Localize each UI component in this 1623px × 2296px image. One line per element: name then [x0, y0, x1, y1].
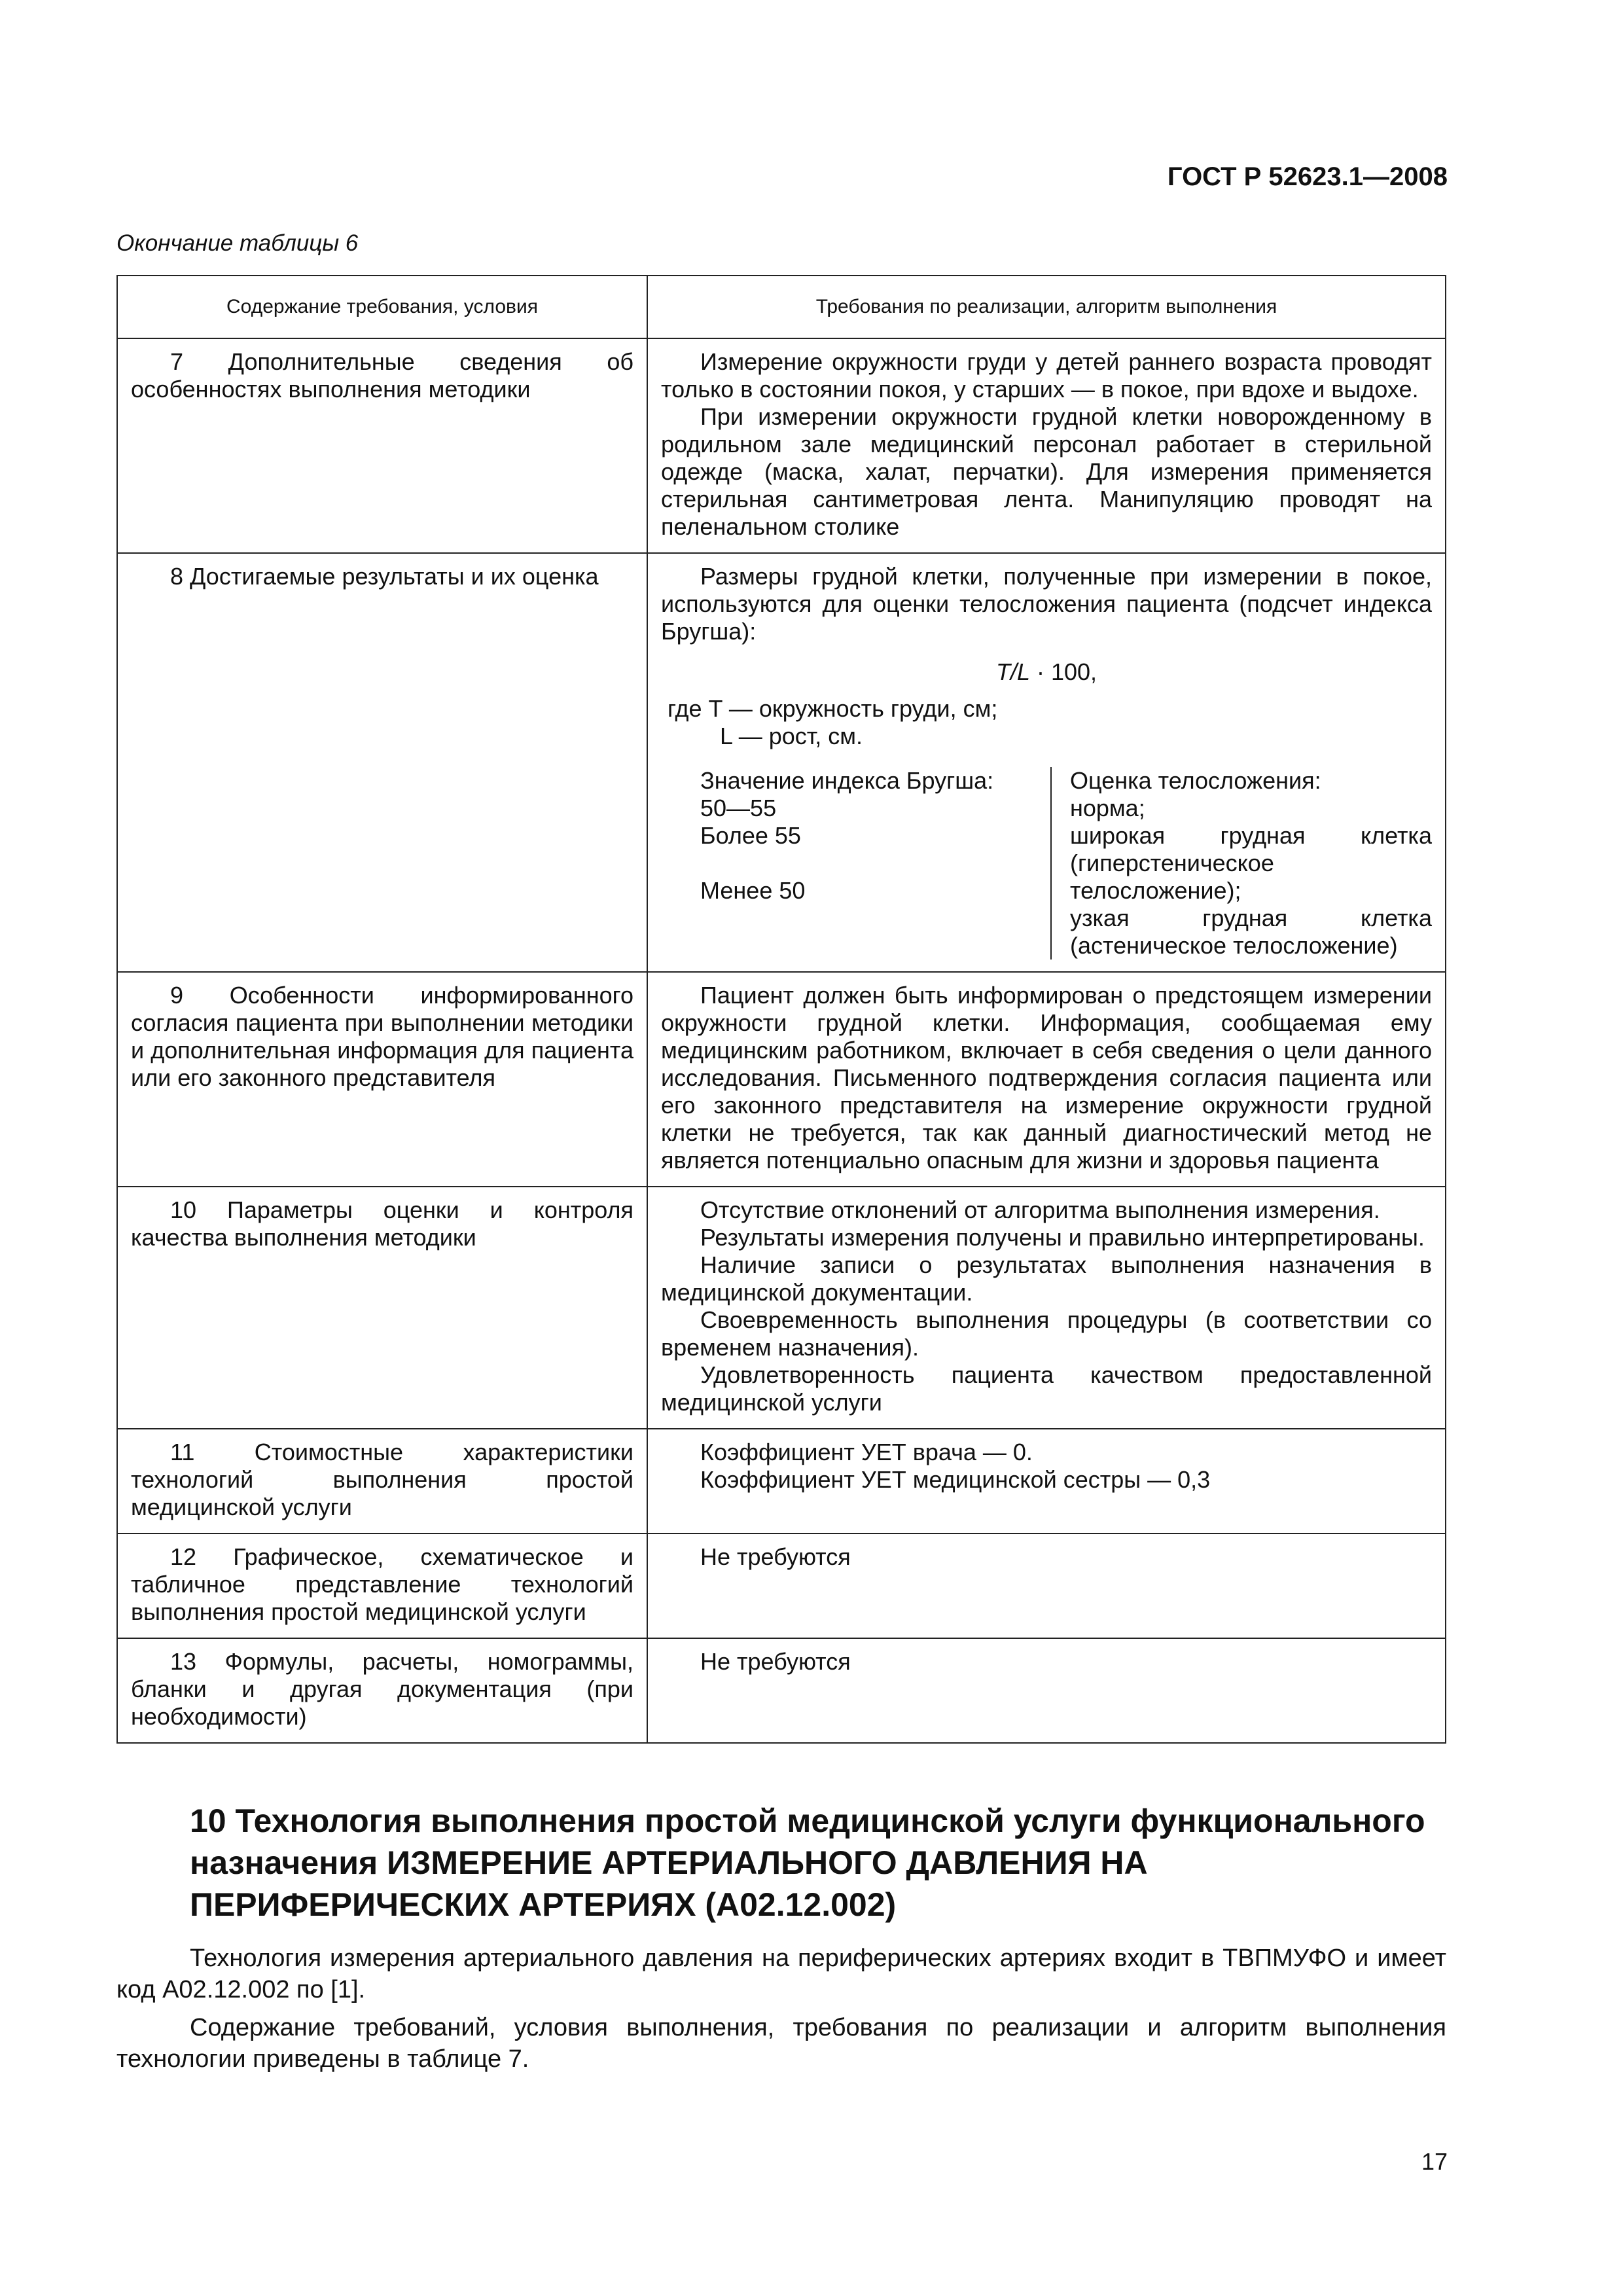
implementation-paragraph: Не требуются — [700, 1648, 851, 1675]
index-value: 50—55 — [700, 795, 777, 821]
index-value: Более 55 — [700, 822, 801, 849]
requirement-cell: 9 Особенности информированного согласия пациента при выполнении методики и дополнительная информация для пациента или его законного представителя — [117, 972, 647, 1187]
document-code: ГОСТ Р 52623.1—2008 — [1167, 162, 1448, 191]
implementation-cell — [647, 1638, 1446, 1743]
body-paragraph: Содержание требований, условия выполнения, требования по реализации и алгоритм выполнения технологии приведены в таблице 7. — [116, 2014, 1446, 2073]
implementation-paragraph: Наличие записи о результатах выполнения назначения в медицинской документации. — [661, 1251, 1432, 1306]
implementation-paragraph: Пациент должен быть информирован о предстоящем измерении окружности грудной клетки. Информация, сообщаемая ему медицинским работником, включает в себя сведения о цели данного исследования. Письменного подтверждения согласия пациента или его законного представителя на измерение окружности грудной клетки не требуется, так как данный диагностический метод не является потенциально опасным для жизни и здоровья пациента — [661, 982, 1432, 1174]
requirements-table — [116, 275, 1446, 1744]
requirement-cell: 12 Графическое, схематическое и табличное представление технологий выполнения простой медицинской услуги — [117, 1534, 647, 1638]
column-header-requirement: Содержание требования, условия — [117, 276, 647, 338]
implementation-paragraph: При измерении окружности грудной клетки новорожденному в родильном зале медицинский персонал работает в стерильной одежде (маска, халат, перчатки). Для измерения применяется стерильная сантиметровая лента. Манипуляцию проводят на пеленальном столике — [661, 403, 1432, 540]
implementation-paragraph: Результаты измерения получены и правильно интерпретированы. — [700, 1224, 1425, 1251]
table-caption: Окончание таблицы 6 — [116, 230, 359, 256]
implementation-paragraph: Коэффициент УЕТ медицинской сестры — 0,3 — [700, 1466, 1211, 1493]
evaluation-header: Оценка телосложения: — [1070, 767, 1321, 794]
section-title: 10 Технология выполнения простой медицинской услуги функционального назначения ИЗМЕРЕНИЕ АРТЕРИАЛЬНОГО ДАВЛЕНИЯ НА ПЕРИФЕРИЧЕСКИХ АРТЕРИЯХ (А02.12.002) — [190, 1803, 1425, 1923]
table-row — [117, 1429, 1446, 1534]
page-number: 17 — [1421, 2148, 1448, 2175]
formula-variable: T/L — [995, 658, 1030, 685]
body-paragraph: Технология измерения артериального давления на периферических артериях входит в ТВПМУФО и имеет код А02.12.002 по [1]. — [116, 1945, 1446, 2003]
requirement-cell: 7 Дополнительные сведения об особенностях выполнения методики — [117, 338, 647, 553]
implementation-cell — [647, 972, 1446, 1187]
table-row — [117, 1638, 1446, 1743]
index-value: Менее 50 — [700, 877, 806, 904]
evaluation-value: норма; — [1070, 795, 1145, 821]
implementation-cell — [647, 1534, 1446, 1638]
section-body — [116, 1943, 1446, 2081]
implementation-paragraph: Размеры грудной клетки, полученные при измерении в покое, используются для оценки телосложения пациента (подсчет индекса Бругша): — [661, 563, 1432, 645]
index-header: Значение индекса Бругша: — [700, 767, 994, 794]
table-row — [117, 972, 1446, 1187]
requirement-cell: 10 Параметры оценки и контроля качества выполнения методики — [117, 1187, 647, 1429]
implementation-paragraph: Не требуются — [700, 1543, 851, 1570]
evaluation-value: узкая грудная клетка (астеническое телосложение) — [1070, 905, 1432, 959]
table-row — [117, 1187, 1446, 1429]
evaluation-value: широкая грудная клетка (гиперстеническое телосложение); — [1070, 822, 1432, 904]
formula-multiplier: · 100, — [1029, 658, 1097, 685]
brugsch-formula — [661, 658, 1432, 686]
requirement-cell: 13 Формулы, расчеты, номограммы, бланки и другая документация (при необходимости) — [117, 1638, 647, 1743]
table-row — [117, 1534, 1446, 1638]
spacer — [700, 850, 1050, 877]
table-row — [117, 338, 1446, 553]
implementation-paragraph: Измерение окружности груди у детей раннего возраста проводят только в состоянии покоя, у старших — в покое, при вдохе и выдохе. — [661, 348, 1432, 403]
implementation-paragraph: Отсутствие отклонений от алгоритма выполнения измерения. — [700, 1196, 1380, 1223]
legend-line: L — рост, см. — [720, 723, 863, 749]
requirement-cell: 8 Достигаемые результаты и их оценка — [117, 553, 647, 972]
column-header-implementation: Требования по реализации, алгоритм выполнения — [647, 276, 1446, 338]
brugsch-index-table — [661, 767, 1432, 960]
implementation-paragraph: Коэффициент УЕТ врача — 0. — [700, 1439, 1033, 1465]
requirement-cell: 11 Стоимостные характеристики технологий выполнения простой медицинской услуги — [117, 1429, 647, 1534]
implementation-paragraph: Удовлетворенность пациента качеством предоставленной медицинской услуги — [661, 1361, 1432, 1416]
legend-line: где T — окружность груди, см; — [668, 695, 998, 722]
index-values-column — [661, 767, 1051, 960]
implementation-paragraph: Своевременность выполнения процедуры (в соответствии со временем назначения). — [661, 1306, 1432, 1361]
table-row — [117, 553, 1446, 972]
implementation-cell — [647, 338, 1446, 553]
implementation-cell — [647, 1429, 1446, 1534]
evaluation-column — [1051, 767, 1432, 960]
formula-legend — [661, 695, 1432, 750]
table-header-row — [117, 276, 1446, 338]
implementation-cell — [647, 1187, 1446, 1429]
implementation-cell — [647, 553, 1446, 972]
